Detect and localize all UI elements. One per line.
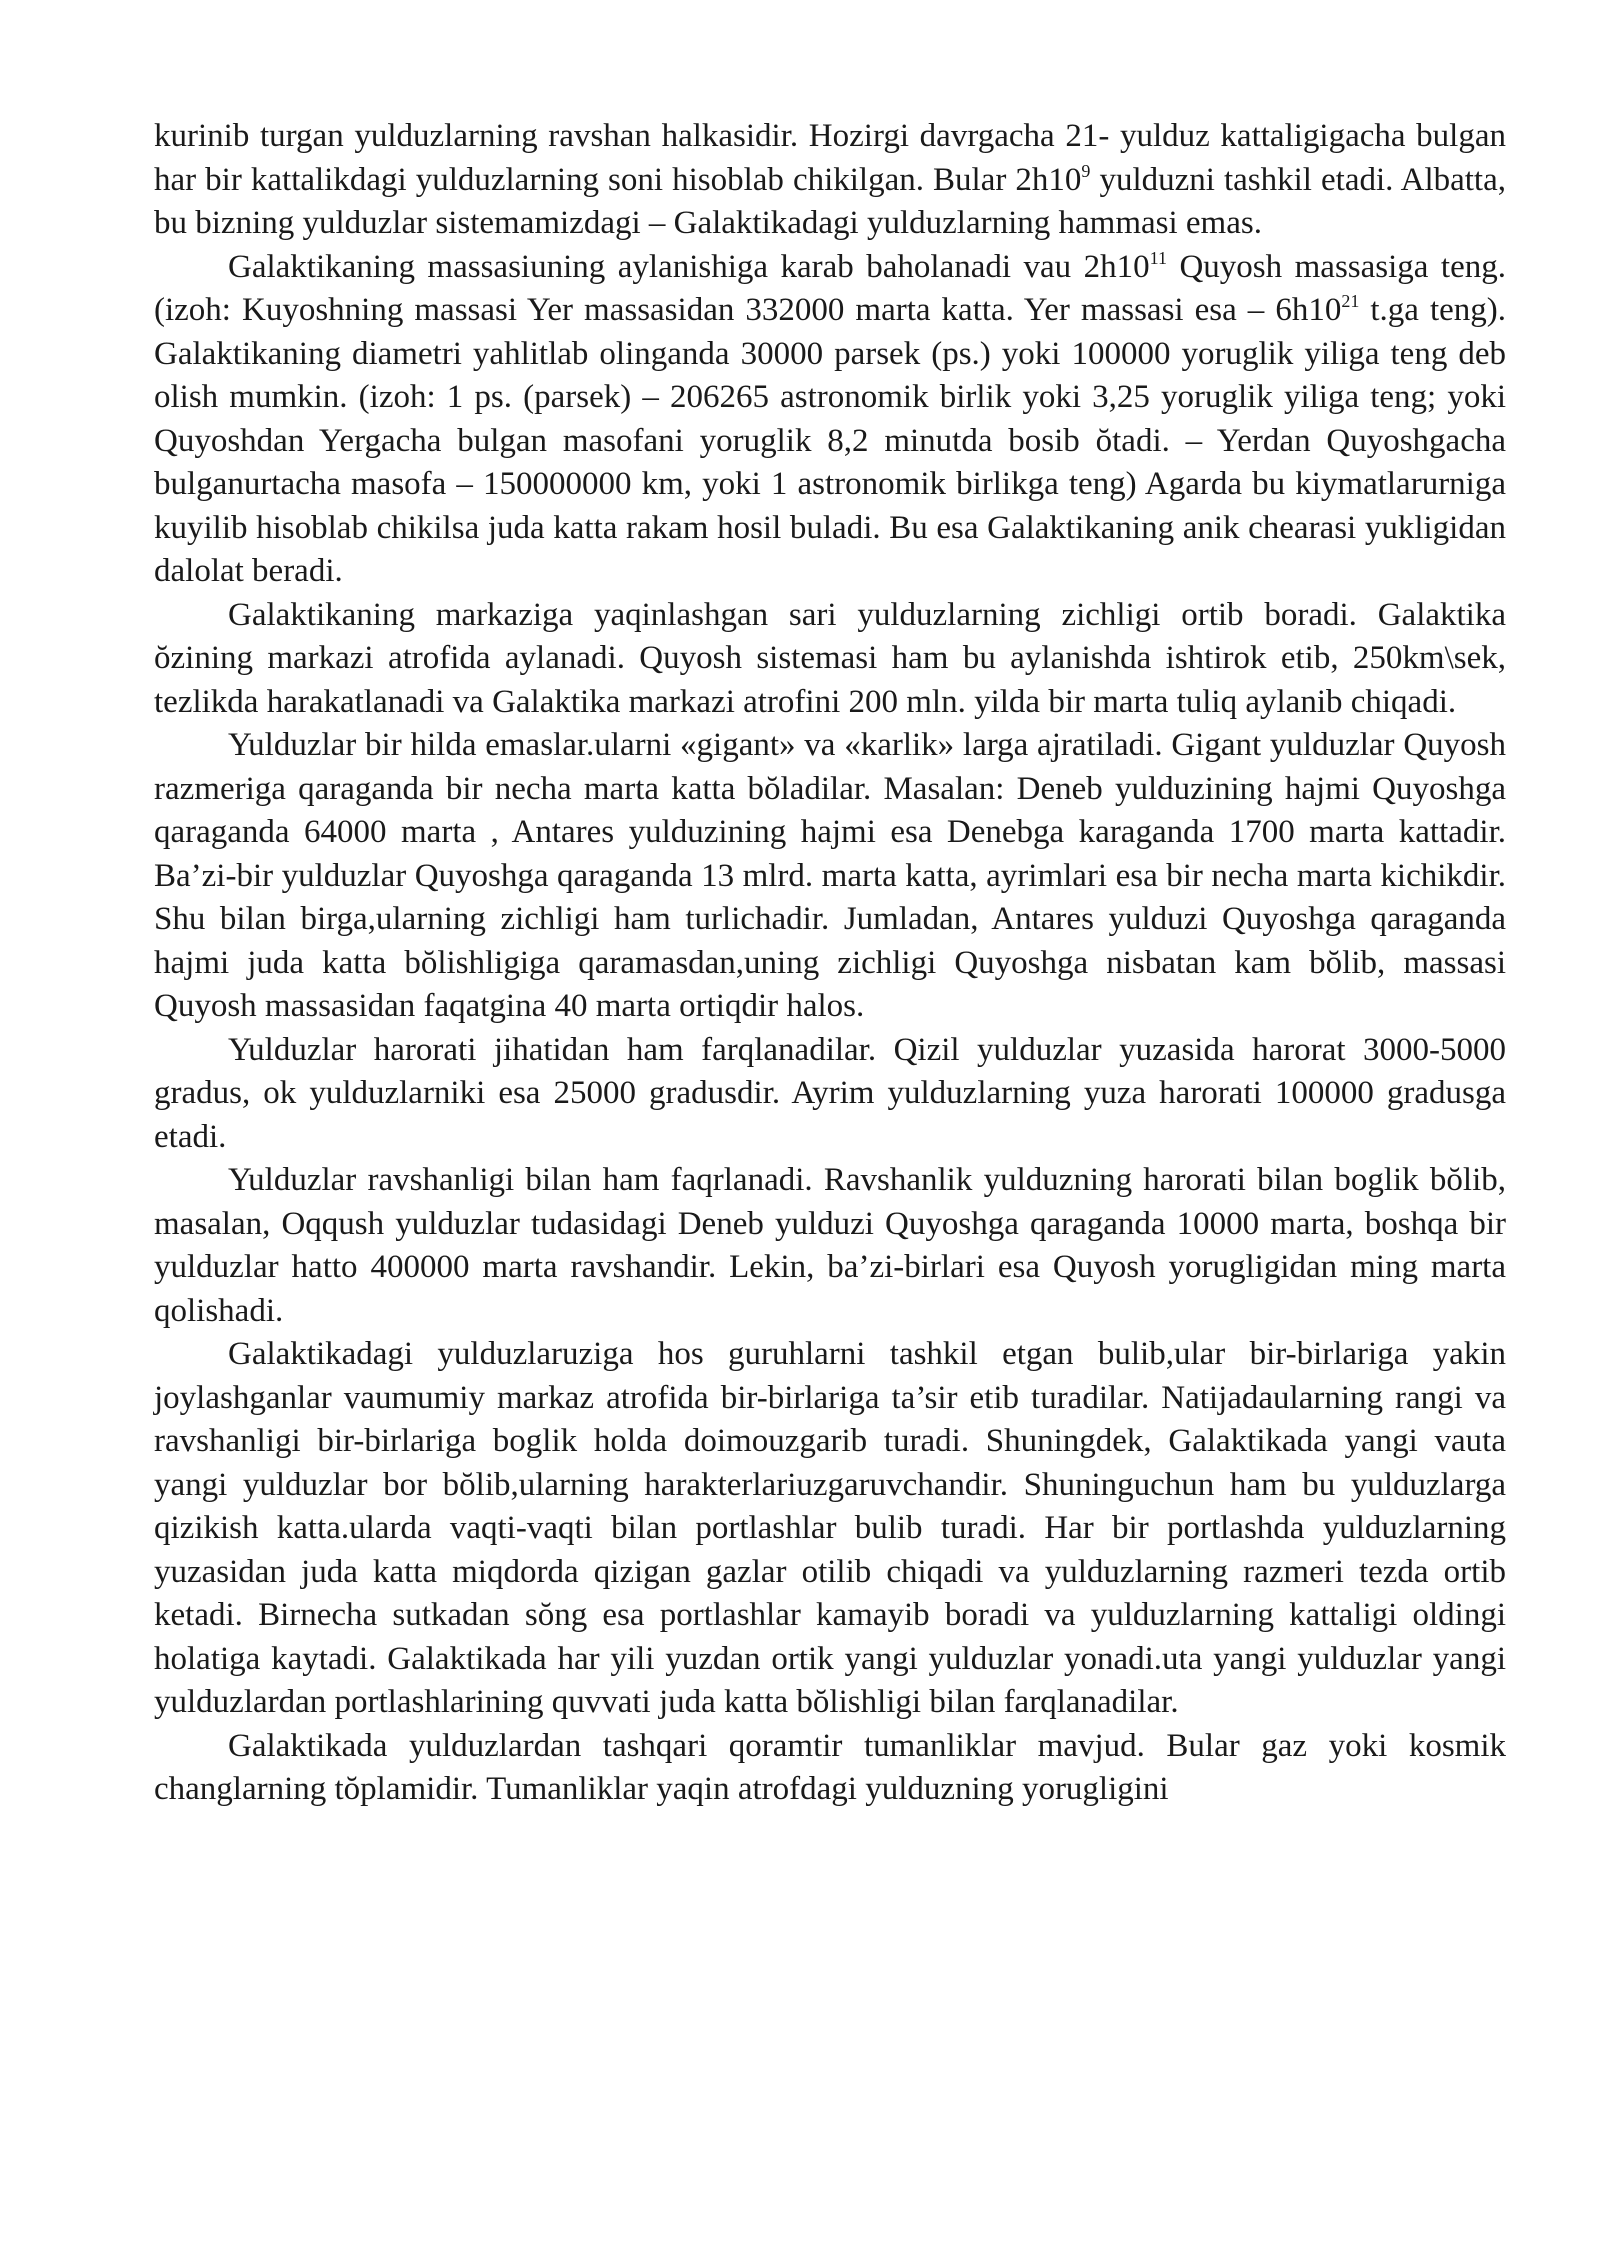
paragraph <box>154 246 1506 594</box>
paragraph-text: Quyosh massasiga teng. (izoh: Kuyoshning massasi Yer massasidan 332000 marta katta. Yer massasi esa – 6h10 <box>154 248 1506 328</box>
paragraph <box>154 1159 1506 1333</box>
paragraph-text: Galaktikada yulduzlardan tashqari qoramtir tumanliklar mavjud. Bular gaz yoki kosmik changlarning tŏplamidir. Tumanliklar yaqin atrofdagi yulduzning yorugligini <box>154 1727 1506 1807</box>
paragraph-text: Galaktikaning massasiuning aylanishiga karab baholanadi vau 2h10 <box>228 248 1150 285</box>
paragraph-text: t.ga teng). Galaktikaning diametri yahlitlab olinganda 30000 parsek (ps.) yoki 100000 yoruglik yiliga teng deb olish mumkin. (izoh: 1 ps. (parsek) – 206265 astronomik birlik yoki 3,25 yoruglik yiliga teng; yoki Quyoshdan Yergacha bulgan masofani yoruglik 8,2 minutda bosib ŏtadi. – Yerdan Quyoshgacha bulganurtacha masofa – 150000000 km, yoki 1 astronomik birlikga teng) Agarda bu kiymatlarurniga kuyilib hisoblab chikilsa juda katta rakam hosil buladi. Bu esa Galaktikaning anik chearasi yukligidan dalolat beradi. <box>154 292 1507 589</box>
paragraph-text: Yulduzlar ravshanligi bilan ham faqrlanadi. Ravshanlik yulduzning harorati bilan boglik bŏlib, masalan, Oqqush yulduzlar tudasidagi Deneb yulduzi Quyoshga qaraganda 10000 marta, boshqa bir yulduzlar hatto 400000 marta ravshandir. Lekin, ba’zi-birlari esa Quyosh yorugligidan ming marta qolishadi. <box>154 1162 1506 1329</box>
paragraph-text: Yulduzlar harorati jihatidan ham farqlanadilar. Qizil yulduzlar yuzasida harorat 3000-5000 gradus, ok yulduzlarniki esa 25000 gradusdir. Ayrim yulduzlarning yuza harorati 100000 gradusga etadi. <box>154 1031 1506 1155</box>
paragraph <box>154 1029 1506 1160</box>
paragraph <box>154 594 1506 725</box>
paragraph-text: yulduzni tashkil etadi. Albatta, bu bizning yulduzlar sistemamizdagi – Galaktikadagi yulduzlarning hammasi emas. <box>154 161 1506 241</box>
superscript-exponent: 21 <box>1341 291 1360 311</box>
document-page <box>154 115 1506 1812</box>
paragraph <box>154 1333 1506 1725</box>
paragraph-text: Galaktikaning markaziga yaqinlashgan sari yulduzlarning zichligi ortib boradi. Galaktika ŏzining markazi atrofida aylanadi. Quyosh sistemasi ham bu aylanishda ishtirok etib, 250km\sek, tezlikda harakatlanadi va Galaktika markazi atrofini 200 mln. yilda bir marta tuliq aylanib chiqadi. <box>154 596 1506 720</box>
paragraph-text: kurinib turgan yulduzlarning ravshan halkasidir. Hozirgi davrgacha 21- yulduz kattaligigacha bulgan har bir kattalikdagi yulduzlarning soni hisoblab chikilgan. Bular 2h10 <box>154 118 1506 198</box>
paragraph-text: Galaktikadagi yulduzlaruziga hos guruhlarni tashkil etgan bulib,ular bir-birlariga yakin joylashganlar vaumumiy markaz atrofida bir-birlariga ta’sir etib turadilar. Natijadaularning rangi va ravshanligi bir-birlariga boglik holda doimouzgarib turadi. Shuningdek, Galaktikada yangi vauta yangi yulduzlar bor bŏlib,ularning harakterlariuzgaruvchandir. Shuninguchun ham bu yulduzlarga qizikish katta.ularda vaqti-vaqti bilan portlashlar bulib turadi. Har bir portlashda yulduzlarning yuzasidan juda katta miqdorda qizigan gazlar otilib chiqadi va yulduzlarning razmeri tezda ortib ketadi. Birnecha sutkadan sŏng esa portlashlar kamayib boradi va yulduzlarning kattaligi oldingi holatiga kaytadi. Galaktikada har yili yuzdan ortik yangi yulduzlar yonadi.uta yangi yulduzlar yangi yulduzlardan portlashlarining quvvati juda katta bŏlishligi bilan farqlanadilar. <box>154 1336 1506 1720</box>
paragraph <box>154 1725 1506 1812</box>
paragraph <box>154 115 1506 246</box>
superscript-exponent: 11 <box>1149 247 1167 268</box>
superscript-exponent: 9 <box>1081 160 1091 181</box>
paragraph <box>154 724 1506 1029</box>
paragraph-text: Yulduzlar bir hilda emaslar.ularni «gigant» va «karlik» larga ajratiladi. Gigant yulduzlar Quyosh razmeriga qaraganda bir necha marta katta bŏladilar. Masalan: Deneb yulduzining hajmi Quyoshga qaraganda 64000 marta , Antares yulduzining hajmi esa Denebga karaganda 1700 marta kattadir. Ba’zi-bir yulduzlar Quyoshga qaraganda 13 mlrd. marta katta, ayrimlari esa bir necha marta kichikdir. Shu bilan birga,ularning zichligi ham turlichadir. Jumladan, Antares yulduzi Quyoshga qaraganda hajmi juda katta bŏlishligiga qaramasdan,uning zichligi Quyoshga nisbatan kam bŏlib, massasi Quyosh massasidan faqatgina 40 marta ortiqdir halos. <box>154 727 1506 1024</box>
